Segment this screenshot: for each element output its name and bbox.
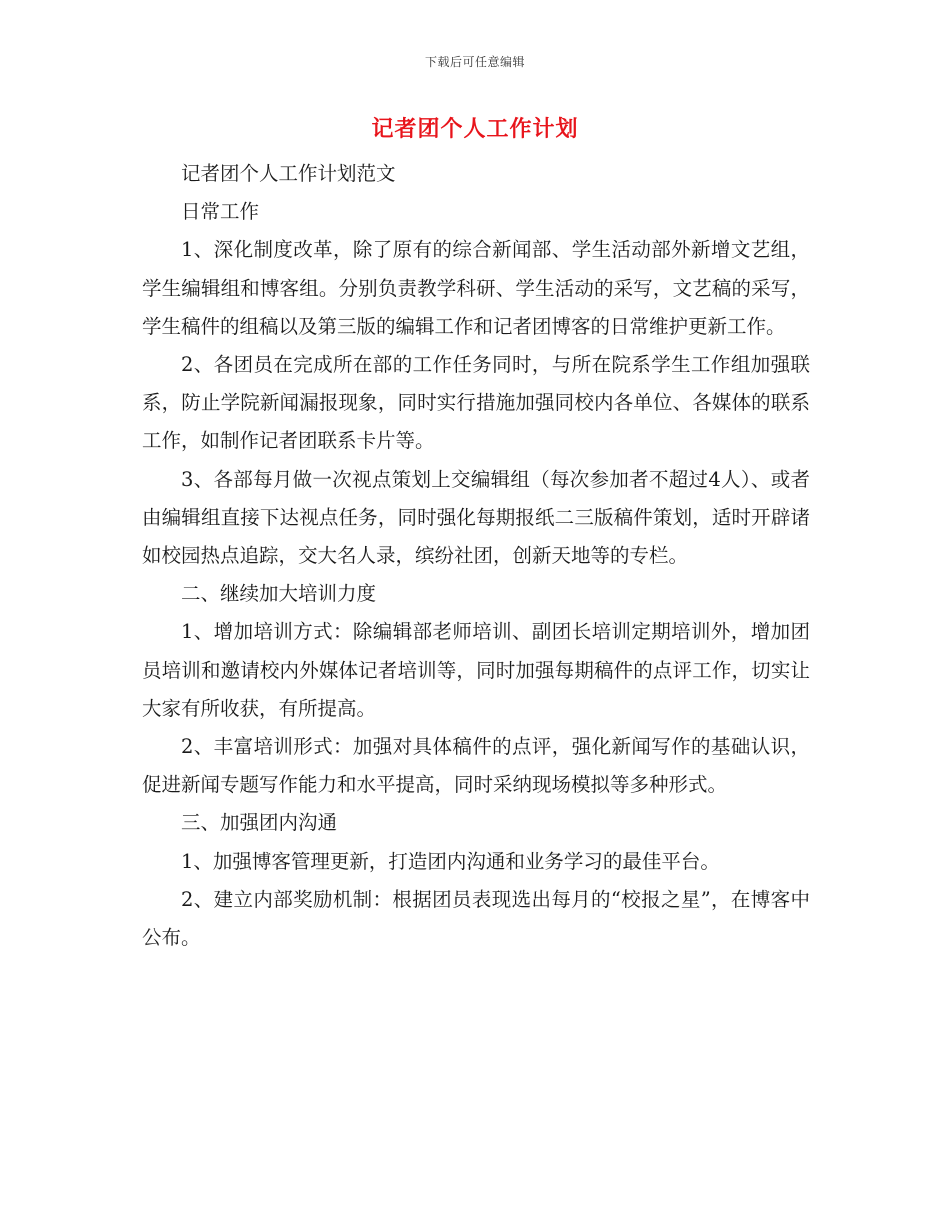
document-body <box>142 155 810 957</box>
paragraph: 1、增加培训方式：除编辑部老师培训、副团长培训定期培训外，增加团员培训和邀请校内外媒体记者培训等，同时加强每期稿件的点评工作，切实让大家有所收获，有所提高。 <box>142 620 810 720</box>
document-title: 记者团个人工作计划 <box>371 116 579 142</box>
section-heading-training: 二、继续加大培训力度 <box>181 582 377 606</box>
paragraph: 1、加强博客管理更新，打造团内沟通和业务学习的最佳平台。 <box>181 849 720 873</box>
header-note: 下载后可任意编辑 <box>424 55 525 69</box>
paragraph: 1、深化制度改革，除了原有的综合新闻部、学生活动部外新增文艺组，学生编辑组和博客组。分别负责教学科研、学生活动的采写，文艺稿的采写，学生稿件的组稿以及第三版的编辑工作和记者团博客的日常维护更新工作。 <box>142 238 810 338</box>
paragraph: 2、各团员在完成所在部的工作任务同时，与所在院系学生工作组加强联系，防止学院新闻漏报现象，同时实行措施加强同校内各单位、各媒体的联系工作，如制作记者团联系卡片等。 <box>142 353 810 453</box>
paragraph: 2、丰富培训形式：加强对具体稿件的点评，强化新闻写作的基础认识，促进新闻专题写作能力和水平提高，同时采纳现场模拟等多种形式。 <box>142 735 810 797</box>
paragraph: 3、各部每月做一次视点策划上交编辑组（每次参加者不超过4人）、或者由编辑组直接下达视点任务，同时强化每期报纸二三版稿件策划，适时开辟诸如校园热点追踪，交大名人录，缤纷社团，创新天地等的专栏。 <box>142 467 810 568</box>
section-heading-daily-work: 日常工作 <box>181 200 260 224</box>
section-heading-communication: 三、加强团内沟通 <box>181 811 338 835</box>
paragraph: 2、建立内部奖励机制：根据团员表现选出每月的“校报之星”，在博客中公布。 <box>142 887 810 950</box>
paragraph-subtitle: 记者团个人工作计划范文 <box>181 162 396 185</box>
